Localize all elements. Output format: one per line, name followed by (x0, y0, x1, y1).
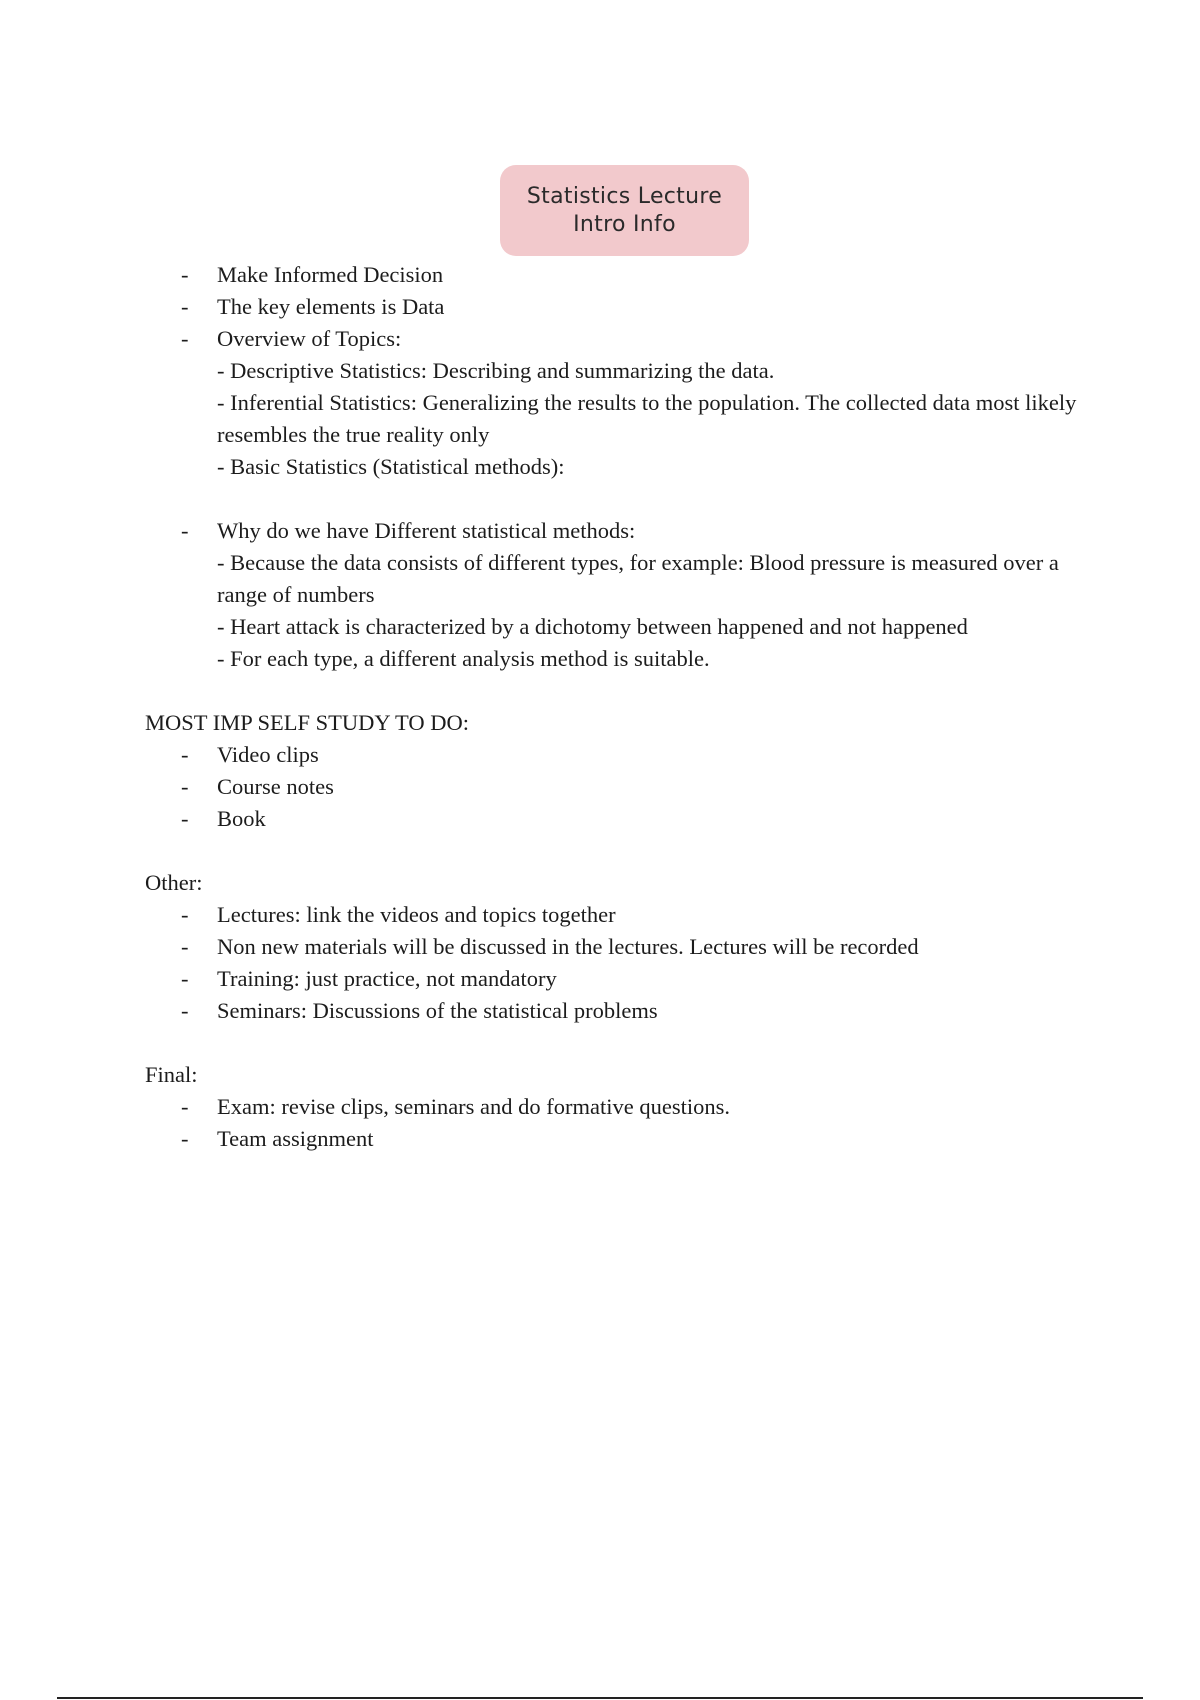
list-item: - Lectures: link the videos and topics together (217, 899, 1095, 931)
title-line-2: Intro Info (573, 211, 676, 237)
sub-item: - For each type, a different analysis method is suitable. (217, 646, 710, 671)
methods-list (145, 515, 1095, 675)
list-item (217, 515, 1095, 675)
other-heading: Other: (145, 870, 203, 895)
spacer (145, 675, 1095, 707)
sub-item: - Descriptive Statistics: Describing and summarizing the data. (217, 358, 775, 383)
list-item: - Make Informed Decision (217, 259, 1095, 291)
bottom-divider (57, 1697, 1143, 1699)
sub-item: - Inferential Statistics: Generalizing the results to the population. The collected data most likely resembles the true reality only (217, 390, 1077, 447)
list-item: - Course notes (217, 771, 1095, 803)
self-study-heading: MOST IMP SELF STUDY TO DO: (145, 710, 470, 735)
sub-item: - Heart attack is characterized by a dichotomy between happened and not happened (217, 614, 968, 639)
list-item: - Book (217, 803, 1095, 835)
list-item: - Training: just practice, not mandatory (217, 963, 1095, 995)
spacer (145, 835, 1095, 867)
final-list (145, 1091, 1095, 1155)
list-item: - Exam: revise clips, seminars and do formative questions. (217, 1091, 1095, 1123)
self-study-list (145, 739, 1095, 835)
spacer (145, 1027, 1095, 1059)
title-line-1: Statistics Lecture (526, 183, 723, 209)
list-item: - Video clips (217, 739, 1095, 771)
title-badge (500, 165, 749, 256)
other-list (145, 899, 1095, 1027)
final-heading: Final: (145, 1062, 198, 1087)
list-item: - Seminars: Discussions of the statistical problems (217, 995, 1095, 1027)
list-item-text: - Overview of Topics: (217, 326, 402, 351)
intro-list (145, 259, 1095, 483)
list-item: - Non new materials will be discussed in the lectures. Lectures will be recorded (217, 931, 1095, 963)
list-item-text: - Why do we have Different statistical methods: (217, 518, 636, 543)
document-body (145, 259, 1095, 1155)
sub-item: - Basic Statistics (Statistical methods): (217, 454, 565, 479)
sub-item: - Because the data consists of different types, for example: Blood pressure is measured over a range of numbers (217, 550, 1059, 607)
list-item (217, 323, 1095, 483)
list-item: - Team assignment (217, 1123, 1095, 1155)
list-item: - The key elements is Data (217, 291, 1095, 323)
spacer (145, 483, 1095, 515)
